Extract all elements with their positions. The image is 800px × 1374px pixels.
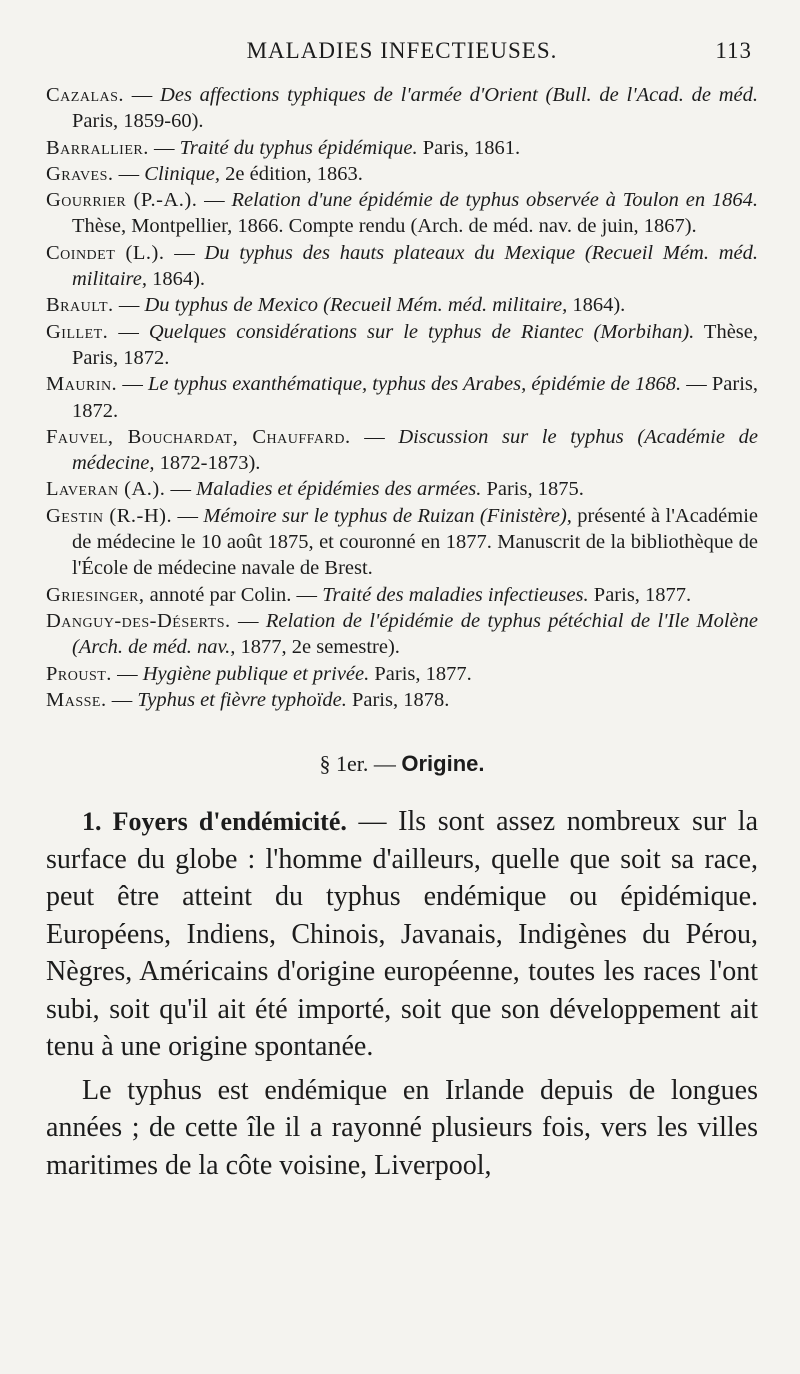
entry-title: Typhus et fièvre typhoïde. (137, 688, 347, 711)
bibliography-entry (46, 582, 758, 608)
bibliography-entry (46, 476, 758, 502)
entry-dash: — (113, 294, 145, 317)
entry-dash: — (197, 189, 232, 212)
entry-author: Barrallier. (46, 136, 149, 159)
entry-title: Des affections typhiques de l'armée d'Orient (Bull. de l'Acad. de méd. (160, 84, 758, 106)
entry-title: Relation de l'épidémie de typhus pétéchial de l'Ile Molène (Arch. de méd. nav., (72, 609, 759, 659)
entry-rest: Thèse, Paris, 1872. (72, 320, 759, 369)
entry-title: Relation d'une épidémie de typhus observée à Toulon en 1864. (231, 189, 758, 212)
entry-author: Masse. (46, 688, 107, 711)
entry-author: Laveran (A.). (46, 478, 166, 501)
entry-rest: Paris, 1861. (417, 136, 521, 159)
paragraph-subheading: 1. Foyers d'endémicité. (82, 807, 347, 837)
entry-author: Danguy-des-Déserts. (46, 609, 231, 632)
entry-author: Gourrier (P.-A.). (46, 189, 198, 212)
entry-author: Maurin. (46, 373, 118, 396)
bibliography-entry (46, 135, 758, 161)
bibliography-entry (46, 687, 758, 713)
entry-rest: 1864). (146, 268, 206, 291)
entry-dash: — (117, 373, 148, 396)
paragraph-text: — Ils sont assez nombreux sur la surface du globe : l'homme d'ailleurs, quelle que soit sa race, peut être atteint du typhus endémique ou épidémique. Européens, Indiens, Chinois, Javanais, Indigènes du Pérou, Nègres, Américains d'origine européenne, toutes les races l'ont subi, soit qu'il ait été importé, soit que son développement ait tenu à une origine spontanée. (46, 806, 758, 1063)
entry-dash: — (108, 320, 149, 343)
entry-rest: présenté à l'Académie de médecine le 10 août 1875, et couronné en 1877. Manuscrit de la bibliothèque de l'École de médecine navale de Brest. (72, 504, 758, 580)
section-heading (46, 751, 758, 777)
bibliography-entry (46, 187, 758, 240)
entry-dash: annoté par Colin. — (144, 583, 323, 606)
entry-rest: Paris, 1875. (481, 478, 584, 501)
entry-author: Cazalas. (46, 84, 125, 106)
entry-dash: — (164, 241, 205, 264)
entry-rest: Paris, 1859-60). (72, 110, 204, 133)
bibliography-entry (46, 82, 758, 135)
bibliography-entry (46, 292, 758, 318)
entry-dash: — (165, 478, 197, 501)
page-number: 113 (715, 38, 752, 63)
bibliography-entry (46, 608, 758, 661)
bibliography-entry (46, 424, 758, 477)
entry-title: Du typhus de Mexico (Recueil Mém. méd. militaire, (144, 294, 568, 317)
entry-author: Graves. (46, 162, 114, 185)
entry-title: Maladies et épidémies des armées. (196, 478, 482, 501)
entry-title: Clinique, (144, 162, 221, 185)
entry-author: Coindet (L.). (46, 241, 165, 264)
body-text (46, 803, 758, 1184)
bibliography-entry (46, 503, 758, 582)
entry-author: Brault. (46, 294, 114, 317)
section-prefix: § 1er. — (319, 751, 402, 777)
entry-rest: Thèse, Montpellier, 1866. Compte rendu (Arch. de méd. nav. de juin, 1867). (72, 215, 697, 238)
entry-title: Le typhus exanthématique, typhus des Arabes, épidémie de 1868. (147, 373, 682, 396)
bibliography-entry (46, 661, 758, 687)
entry-dash: — (124, 84, 161, 106)
paragraph-text: Le typhus est endémique en Irlande depuis de longues années ; de cette île il a rayonné plusieurs fois, vers les villes maritimes de la côte voisine, Liverpool, (46, 1074, 758, 1181)
entry-rest: — Paris, 1872. (72, 373, 758, 422)
entry-author: Proust. (46, 662, 112, 685)
section-title: Origine. (401, 751, 485, 777)
entry-rest: Paris, 1877. (588, 583, 692, 606)
entry-dash: — (350, 425, 399, 448)
bibliography-entry (46, 161, 758, 187)
entry-author: Gillet. (46, 320, 109, 343)
entry-title: Hygiène publique et privée. (142, 662, 370, 685)
entry-rest: 1877, 2e semestre). (235, 636, 400, 659)
entry-rest: Paris, 1878. (346, 688, 450, 711)
bibliography-entry (46, 371, 758, 424)
running-header (46, 36, 758, 76)
entry-dash: — (106, 688, 138, 711)
entry-rest: Paris, 1877. (369, 662, 472, 685)
entry-author: Fauvel, Bouchardat, Chauffard. (46, 425, 351, 448)
entry-title: Discussion sur le typhus (Académie de médecine, (72, 425, 759, 475)
bibliography-entry (46, 240, 758, 293)
entry-rest: 2e édition, 1863. (220, 162, 363, 185)
entry-author: Gestin (R.-H). (46, 504, 173, 527)
entry-dash: — (172, 504, 204, 527)
entry-author: Griesinger, (46, 583, 145, 606)
entry-rest: 1872-1873). (154, 452, 261, 475)
entry-title: Traité du typhus épidémique. (179, 136, 418, 159)
entry-rest: 1864). (567, 294, 626, 317)
entry-dash: — (113, 162, 145, 185)
header-title: MALADIES INFECTIEUSES. (246, 38, 558, 63)
entry-title: Quelques considérations sur le typhus de Riantec (Morbihan). (148, 320, 695, 343)
entry-dash: — (230, 609, 266, 632)
paragraph (46, 1072, 758, 1185)
paragraph (46, 803, 758, 1066)
entry-title: Mémoire sur le typhus de Ruizan (Finistère), (203, 504, 572, 527)
entry-dash: — (148, 136, 180, 159)
entry-title: Traité des maladies infectieuses. (322, 583, 589, 606)
entry-title: Du typhus des hauts plateaux du Mexique (Recueil Mém. méd. militaire, (72, 241, 759, 291)
bibliography-list (46, 82, 758, 713)
bibliography-entry (46, 319, 758, 372)
entry-dash: — (111, 662, 143, 685)
